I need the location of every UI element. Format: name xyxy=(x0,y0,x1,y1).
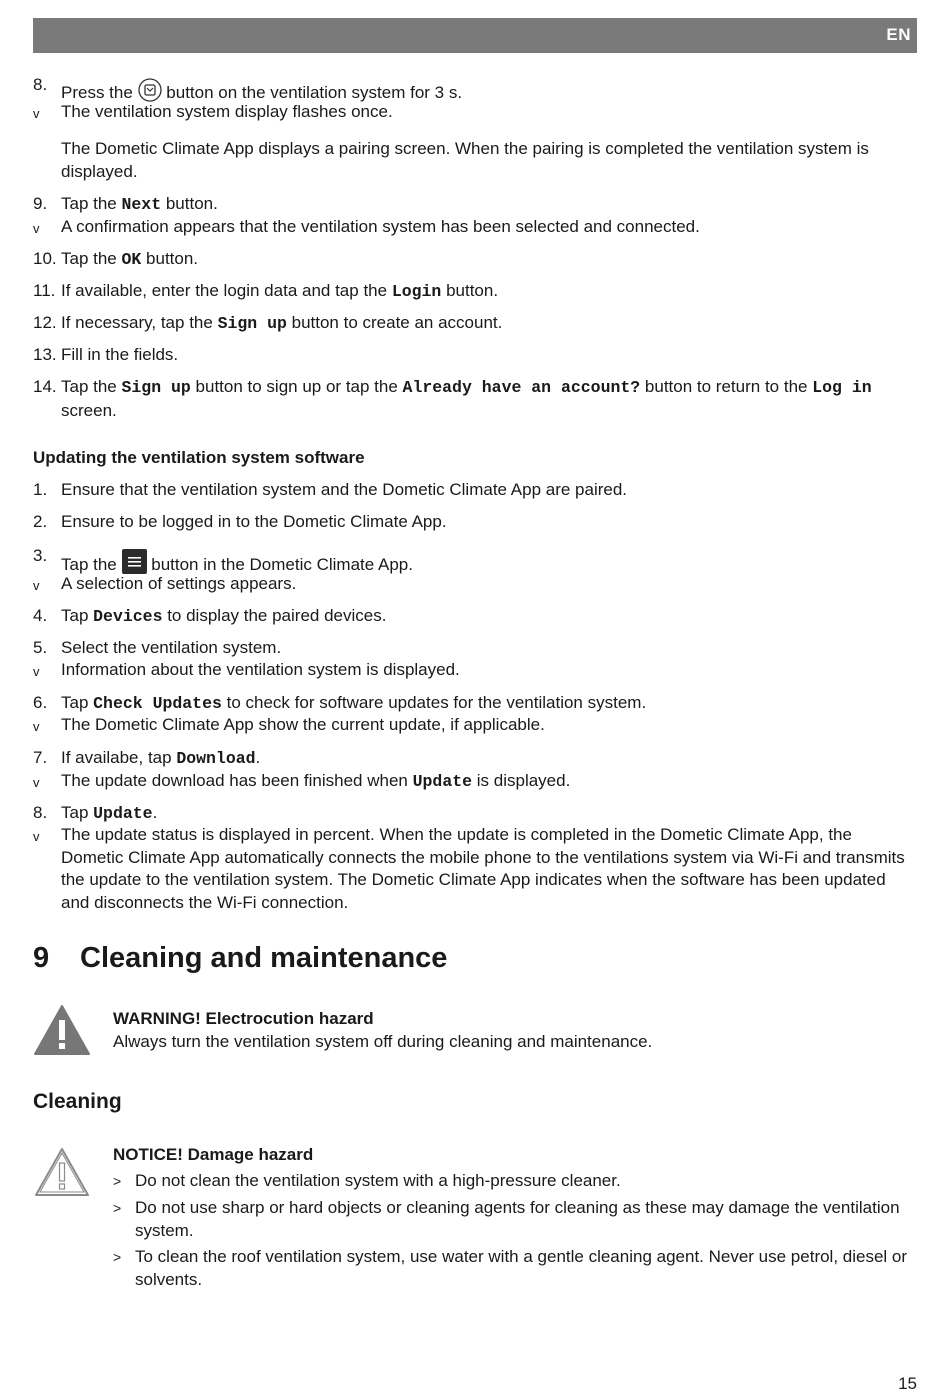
step-number: 6. xyxy=(33,693,48,712)
step-text: button in the Dometic Climate App. xyxy=(151,555,413,574)
step-text: Tap the xyxy=(61,194,117,213)
bullet-text: To clean the roof ventilation system, use water with a gentle cleaning agent. Never use petrol, diesel or solvents. xyxy=(135,1247,908,1289)
ui-term: Check Updates xyxy=(93,694,222,713)
step-text: Tap the xyxy=(61,249,117,268)
step-text: If available, enter the login data and tap the xyxy=(61,281,388,300)
step-number: 13. xyxy=(33,345,57,364)
ui-term: Already have an account? xyxy=(402,378,641,397)
result-marker: v xyxy=(33,775,40,790)
bullet-marker: > xyxy=(113,1249,122,1265)
step-number: 8. xyxy=(33,75,48,94)
ui-term: Log in xyxy=(812,378,872,397)
step-text: Tap the xyxy=(61,555,117,574)
result-text: A selection of settings appears. xyxy=(61,574,297,593)
step-text: to display the paired devices. xyxy=(167,606,387,625)
notice-title: NOTICE! Damage hazard xyxy=(113,1145,314,1164)
ui-term: Login xyxy=(391,282,442,301)
step-text: Select the ventilation system. xyxy=(61,638,282,657)
result-marker: v xyxy=(33,664,40,679)
chapter-heading xyxy=(33,941,447,975)
result-marker: v xyxy=(33,829,40,844)
ui-term: Devices xyxy=(93,607,163,626)
header-bar xyxy=(33,18,917,53)
bullet-text: Do not clean the ventilation system with a high-pressure cleaner. xyxy=(135,1171,621,1190)
step-text: Ensure to be logged in to the Dometic Climate App. xyxy=(61,512,447,531)
section-heading: Updating the ventilation system software xyxy=(33,448,365,467)
step-number: 7. xyxy=(33,748,48,767)
result-text: A confirmation appears that the ventilation system has been selected and connected. xyxy=(61,217,700,236)
result-marker: v xyxy=(33,578,40,593)
section-heading: Cleaning xyxy=(33,1090,122,1113)
step-text: button. xyxy=(146,249,199,268)
result-marker: v xyxy=(33,221,40,236)
ui-term: Sign up xyxy=(121,378,191,397)
step-number: 10. xyxy=(33,249,57,268)
result-text: The update status is displayed in percent. When the update is completed in the Dometic Climate App, the Dometic Climate App automatically connects the mobile phone to the ventilations system via Wi-Fi and transmits the update to the ventilation system. The Dometic Climate App indicates when the software has been updated and disconnects the Wi-Fi connection. xyxy=(61,825,905,912)
result-text: The ventilation system display flashes once. xyxy=(61,102,393,121)
result-text: is displayed. xyxy=(476,771,571,790)
step-number: 3. xyxy=(33,546,48,565)
result-text: The update download has been finished when xyxy=(61,771,408,790)
step-text: If availabe, tap xyxy=(61,748,172,767)
step-number: 5. xyxy=(33,638,48,657)
ui-term: Update xyxy=(412,772,473,791)
ui-term: Sign up xyxy=(217,314,287,333)
step-number: 2. xyxy=(33,512,48,531)
paragraph: The Dometic Climate App displays a pairing screen. When the pairing is completed the ventilation system is displayed. xyxy=(61,139,869,181)
chapter-title: Cleaning and maintenance xyxy=(80,942,448,974)
step-text: Tap xyxy=(61,693,89,712)
warning-icon xyxy=(33,1004,91,1056)
step-text: Press the xyxy=(61,83,133,102)
ui-term: Next xyxy=(121,195,162,214)
step-text: Tap xyxy=(61,803,89,822)
warning-title: WARNING! Electrocution hazard xyxy=(113,1009,374,1028)
step-text: button. xyxy=(165,194,218,213)
step-text: Tap the xyxy=(61,377,117,396)
step-text: If necessary, tap the xyxy=(61,313,213,332)
chapter-number: 9 xyxy=(33,942,50,974)
bullet-marker: > xyxy=(113,1200,122,1216)
ui-term: OK xyxy=(121,250,142,269)
step-number: 4. xyxy=(33,606,48,625)
step-text: button to return to the xyxy=(644,377,808,396)
page-number: 15 xyxy=(898,1374,917,1393)
step-text: button to create an account. xyxy=(291,313,503,332)
step-number: 11. xyxy=(33,281,56,300)
result-marker: v xyxy=(33,719,40,734)
step-text: . xyxy=(255,748,261,767)
step-number: 9. xyxy=(33,194,48,213)
step-text: Ensure that the ventilation system and the Dometic Climate App are paired. xyxy=(61,480,628,499)
result-marker: v xyxy=(33,106,40,121)
step-text: Fill in the fields. xyxy=(61,345,179,364)
language-label: EN xyxy=(886,25,911,44)
step-number: 8. xyxy=(33,803,48,822)
step-number: 1. xyxy=(33,480,48,499)
step-text: button on the ventilation system for 3 s. xyxy=(166,83,463,102)
step-text: button. xyxy=(446,281,499,300)
bullet-text: Do not use sharp or hard objects or cleaning agents for cleaning as these may damage the ventilation system. xyxy=(135,1198,900,1240)
step-text: Tap xyxy=(61,606,89,625)
result-text: Information about the ventilation system is displayed. xyxy=(61,660,460,679)
step-text: button to sign up or tap the xyxy=(195,377,398,396)
bullet-marker: > xyxy=(113,1173,122,1189)
step-text: . xyxy=(152,803,158,822)
result-text: The Dometic Climate App show the current update, if applicable. xyxy=(61,715,545,734)
step-number: 14. xyxy=(33,377,57,396)
warning-text: Always turn the ventilation system off during cleaning and maintenance. xyxy=(113,1032,653,1051)
ui-term: Download xyxy=(176,749,256,768)
step-text: screen. xyxy=(61,400,117,420)
notice-icon xyxy=(33,1146,91,1198)
step-number: 12. xyxy=(33,313,57,332)
ui-term: Update xyxy=(93,804,153,823)
step-text: to check for software updates for the ventilation system. xyxy=(226,693,647,712)
